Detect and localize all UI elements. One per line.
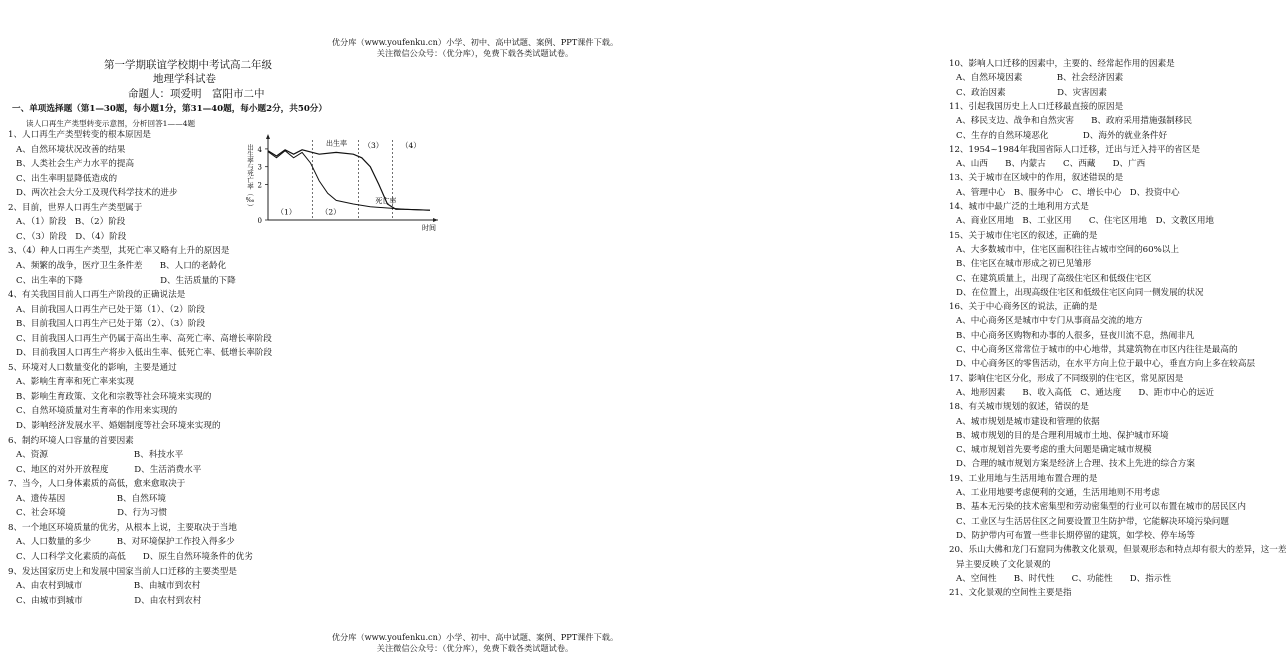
answer-option: C、目前我国人口再生产仍属于高出生率、高死亡率、高增长率阶段 bbox=[16, 333, 272, 344]
y-tick-label: 3 bbox=[257, 163, 262, 172]
answer-option: C、政治因素 D、灾害因素 bbox=[956, 87, 1107, 98]
answer-option: A、目前我国人口再生产已处于第（1）、（2）阶段 bbox=[16, 304, 206, 315]
question-text: 18、有关城市规划的叙述，错误的是 bbox=[949, 402, 1089, 413]
question-text: 20、乐山大佛和龙门石窟同为佛教文化景观，但景观形态和特点却有很大的差异，这一差 bbox=[949, 545, 1287, 556]
answer-option: A、中心商务区是城市中专门从事商品交流的地方 bbox=[956, 316, 1143, 327]
question-text: 9、发达国家历史上和发展中国家当前人口迁移的主要类型是 bbox=[8, 566, 237, 577]
y-tick-label: 2 bbox=[257, 181, 262, 190]
section-instruction: 读人口再生产类型转变示意图，分析回答1——4题 bbox=[26, 119, 196, 128]
birth-rate-label: 出生率 bbox=[325, 139, 347, 148]
answer-option: B、中心商务区购物和办事的人很多，昼夜川流不息，热闹非凡 bbox=[956, 330, 1195, 341]
stage-label: （2） bbox=[320, 207, 341, 217]
left-column bbox=[0, 0, 475, 671]
question-text: 3、（4）种人口再生产类型，其死亡率又略有上升的原因是 bbox=[8, 246, 230, 257]
answer-option: A、管理中心 B、服务中心 C、增长中心 D、投资中心 bbox=[956, 187, 1180, 198]
answer-option: A、工业用地要考虑便利的交通，生活用地则不用考虑 bbox=[956, 488, 1160, 498]
y-tick-label: 4 bbox=[257, 145, 262, 154]
population-transition-chart bbox=[240, 132, 470, 234]
title-line-3: 命题人：项爱明 富阳市二中 bbox=[128, 88, 265, 100]
answer-option: C、中心商务区常常位于城市的中心地带，其建筑物在市区内往往是最高的 bbox=[956, 345, 1238, 355]
answer-option: D、在位置上，出现高级住宅区和低级住宅区向同一侧发展的状况 bbox=[956, 287, 1204, 298]
question-text: 15、关于城市住宅区的叙述，正确的是 bbox=[949, 230, 1098, 241]
answer-option: C、城市规划首先要考虑的重大问题是确定城市规模 bbox=[956, 445, 1152, 456]
answer-option: D、防护带内可布置一些非长期停留的建筑，如学校、停车场等 bbox=[956, 530, 1195, 541]
section-heading: 一、单项选择题（第1—30题，每小题1分，第31—40题，每小题2分，共50分） bbox=[12, 104, 327, 114]
answer-option: C、出生率明显降低造成的 bbox=[16, 173, 118, 184]
answer-option: C、自然环境质量对生育率的作用来实现的 bbox=[16, 406, 178, 417]
question-text: 12、1954~1984年我国省际人口迁移，迁出与迁入持平的省区是 bbox=[949, 144, 1200, 155]
answer-option: B、城市规划的目的是合理利用城市土地、保护城市环境 bbox=[956, 430, 1169, 441]
question-text: 21、文化景观的空间性主要是指 bbox=[949, 588, 1072, 599]
footer-line-2: 关注微信公众号：（优分库），免费下载各类试题试卷。 bbox=[376, 643, 574, 653]
answer-option: A、人口数量的多少 B、对环境保护工作投入得多少 bbox=[16, 537, 235, 548]
answer-option: A、频繁的战争，医疗卫生条件差 B、人口的老龄化 bbox=[16, 260, 227, 271]
answer-option: D、两次社会大分工及现代科学技术的进步 bbox=[16, 188, 178, 199]
answer-option: C、（3）阶段 D、（4）阶段 bbox=[16, 231, 127, 242]
answer-option: A、自然环境状况改善的结果 bbox=[16, 144, 126, 155]
answer-option: B、影响生育政策、文化和宗教等社会环境来实现的 bbox=[16, 391, 212, 402]
question-text: 11、引起我国历史上人口迁移最直接的原因是 bbox=[949, 101, 1124, 112]
header-line-1: 优分库（www.youfenku.cn）小学、初中、高中试题、案例、PPT课件下载。 bbox=[331, 37, 619, 47]
answer-option: B、住宅区在城市形成之初已见雏形 bbox=[956, 259, 1092, 270]
title-line-1: 第一学期联谊学校期中考试高二年级 bbox=[104, 59, 272, 71]
death-rate-label: 死亡率 bbox=[375, 197, 397, 206]
answer-option: C、社会环境 D、行为习惯 bbox=[16, 508, 167, 519]
answer-option: C、由城市到城市 D、由农村到农村 bbox=[16, 595, 202, 606]
answer-option: A、影响生育率和死亡率来实现 bbox=[16, 377, 134, 388]
question-text: 17、影响住宅区分化，形成了不同级别的住宅区，常见原因是 bbox=[949, 373, 1184, 384]
answer-option: B、目前我国人口再生产已处于第（2）、（3）阶段 bbox=[16, 319, 206, 330]
x-axis-title: 时间 bbox=[422, 224, 436, 232]
stage-label: （4） bbox=[401, 141, 421, 150]
right-column bbox=[475, 0, 1287, 671]
question-text: 16、关于中心商务区的说法，正确的是 bbox=[949, 302, 1098, 313]
title-line-2: 地理学科试卷 bbox=[153, 73, 216, 85]
y-axis-arrow bbox=[266, 134, 270, 139]
answer-option: A、（1）阶段 B、（2）阶段 bbox=[16, 217, 126, 228]
answer-option: D、影响经济发展水平、婚姻制度等社会环境来实现的 bbox=[16, 421, 221, 431]
question-text: 6、制约环境人口容量的首要因素 bbox=[8, 435, 134, 446]
series-line-birth-rate bbox=[268, 150, 430, 210]
answer-option: B、基本无污染的技术密集型和劳动密集型的行业可以布置在城市的居民区内 bbox=[956, 502, 1246, 513]
answer-option: D、中心商务区的零售活动，在水平方向上位于最中心，垂直方向上多在较高层 bbox=[956, 359, 1256, 370]
question-text: 2、目前，世界人口再生产类型属于 bbox=[8, 202, 143, 213]
question-text: 4、有关我国目前人口再生产阶段的正确说法是 bbox=[8, 290, 186, 301]
question-text: 13、关于城市在区域中的作用，叙述错误的是 bbox=[949, 173, 1124, 184]
y-axis-title: 出生率与死亡率（‰） bbox=[246, 144, 254, 211]
header-line-2: 关注微信公众号：（优分库），免费下载各类试题试卷。 bbox=[376, 48, 574, 58]
question-text: 19、工业用地与生活用地布置合理的是 bbox=[949, 473, 1098, 484]
answer-option: A、遗传基因 B、自然环境 bbox=[16, 493, 167, 504]
answer-option: B、人类社会生产力水平的提高 bbox=[16, 159, 135, 170]
answer-option: 异主要反映了文化景观的 bbox=[956, 559, 1051, 570]
answer-option: A、自然环境因素 B、社会经济因素 bbox=[956, 73, 1124, 84]
question-text: 8、一个地区环境质量的优劣，从根本上说，主要取决于当地 bbox=[8, 522, 237, 533]
series-line-death-rate bbox=[268, 151, 430, 211]
question-text: 5、环境对人口数量变化的影响，主要是通过 bbox=[8, 362, 177, 373]
answer-option: C、地区的对外开放程度 D、生活消费水平 bbox=[16, 464, 202, 475]
answer-option: A、城市规划是城市建设和管理的依据 bbox=[956, 416, 1100, 427]
answer-option: C、人口科学文化素质的高低 D、原生自然环境条件的优劣 bbox=[16, 551, 253, 562]
answer-option: D、目前我国人口再生产将步入低出生率、低死亡率、低增长率阶段 bbox=[16, 348, 273, 359]
question-text: 14、城市中最广泛的土地利用方式是 bbox=[949, 202, 1089, 212]
answer-option: A、由农村到城市 B、由城市到农村 bbox=[16, 581, 201, 592]
footer-line-1: 优分库（www.youfenku.cn）小学、初中、高中试题、案例、PPT课件下载。 bbox=[331, 632, 619, 642]
answer-option: D、合理的城市规划方案是经济上合理、技术上先进的综合方案 bbox=[956, 459, 1195, 470]
answer-option: A、商业区用地 B、工业区用 C、住宅区用地 D、文教区用地 bbox=[956, 216, 1215, 227]
answer-option: A、地形因素 B、收入高低 C、通达度 D、距市中心的远近 bbox=[956, 387, 1215, 398]
stage-label: （3） bbox=[363, 141, 384, 150]
question-text: 1、人口再生产类型转变的根本原因是 bbox=[8, 130, 151, 140]
answer-option: C、生存的自然环境恶化 D、海外的就业条件好 bbox=[956, 130, 1168, 141]
answer-option: A、大多数城市中，住宅区面积往往占城市空间的60%以上 bbox=[956, 244, 1179, 255]
answer-option: A、空间性 B、时代性 C、功能性 D、指示性 bbox=[956, 573, 1172, 584]
x-axis-arrow bbox=[433, 218, 438, 222]
answer-option: C、工业区与生活居住区之间要设置卫生防护带，它能解决环境污染问题 bbox=[956, 516, 1229, 527]
answer-option: A、资源 B、科技水平 bbox=[16, 450, 184, 461]
question-text: 10、影响人口迁移的因素中，主要的、经常起作用的因素是 bbox=[949, 59, 1175, 69]
answer-option: C、在建筑质量上，出现了高级住宅区和低级住宅区 bbox=[956, 273, 1152, 284]
y-tick-label: 0 bbox=[257, 217, 262, 225]
answer-option: A、山西 B、内蒙古 C、西藏 D、广西 bbox=[956, 159, 1146, 170]
stage-label: （1） bbox=[276, 207, 297, 217]
answer-option: A、移民支边、战争和自然灾害 B、政府采用措施强制移民 bbox=[956, 116, 1192, 127]
answer-option: C、出生率的下降 D、生活质量的下降 bbox=[16, 275, 236, 286]
question-text: 7、当今，人口身体素质的高低，愈来愈取决于 bbox=[8, 479, 186, 490]
